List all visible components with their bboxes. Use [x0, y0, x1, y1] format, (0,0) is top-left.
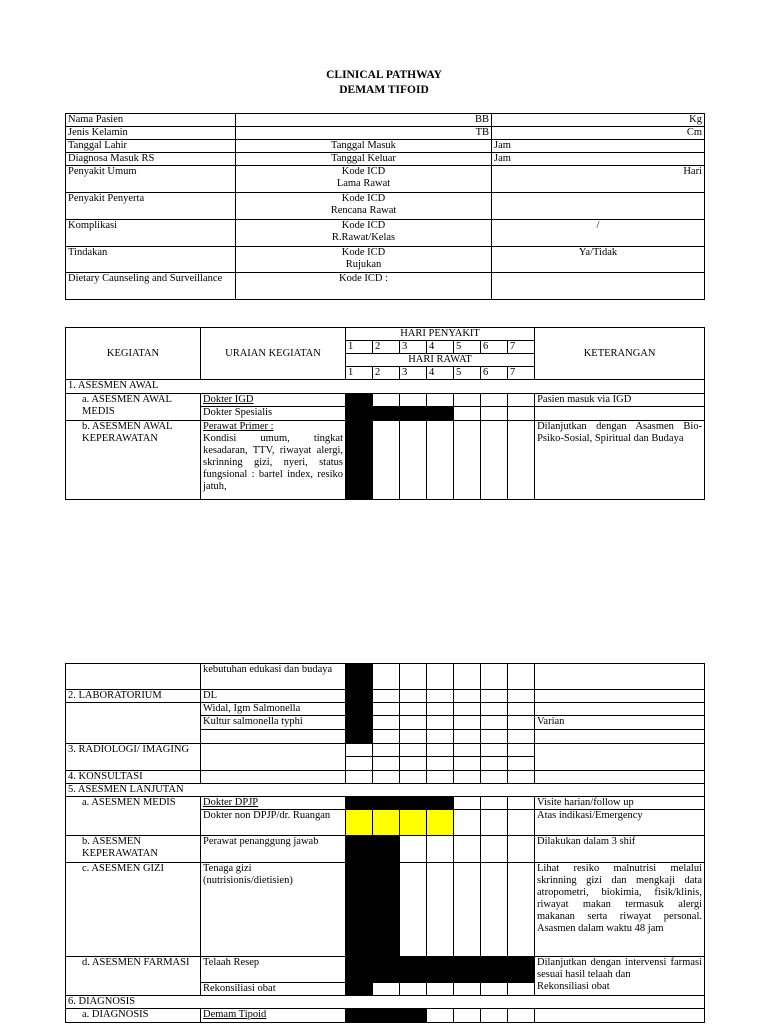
label-perawat-primer: Perawat Primer :	[203, 421, 274, 432]
day-cell-highlight	[427, 810, 454, 836]
note-visite: Visite harian/follow up	[535, 797, 705, 810]
day-cell-filled	[373, 863, 400, 957]
activity-asesmen-medis: a. ASESMEN MEDIS	[66, 797, 201, 836]
day-cell-filled	[373, 407, 400, 421]
text-rekons-ket: Rekonsiliasi obat	[537, 981, 610, 992]
label-penyakit-umum: Penyakit Umum	[66, 166, 236, 193]
day-cell-filled	[346, 716, 373, 730]
empty-cell	[492, 193, 705, 220]
day-cell-highlight	[400, 810, 427, 836]
day-cell-filled	[373, 957, 400, 983]
activity-asesmen-keperawatan: b. ASESMEN KEPERAWATAN	[66, 836, 201, 863]
cell-icd-rujukan	[236, 247, 492, 273]
day-cell-filled	[346, 407, 373, 421]
day-1: 1	[346, 367, 373, 380]
label-slash: /	[492, 220, 705, 247]
label-tb: TB	[236, 127, 492, 140]
header-kegiatan: KEGIATAN	[66, 328, 201, 380]
patient-info-table	[65, 113, 705, 300]
label-jam-masuk: Jam	[492, 140, 705, 153]
cell-icd-kelas	[236, 220, 492, 247]
day-6: 6	[481, 367, 508, 380]
day-cell-filled	[427, 797, 454, 810]
label-tanggal-lahir: Tanggal Lahir	[66, 140, 236, 153]
header-keterangan: KETERANGAN	[535, 328, 705, 380]
section-konsultasi: 4. KONSULTASI	[66, 771, 201, 784]
note-farmasi	[535, 957, 705, 996]
detail-kebutuhan-edukasi: kebutuhan edukasi dan budaya	[201, 664, 346, 690]
day-3: 3	[400, 341, 427, 354]
note-shif: Dilakukan dalam 3 shif	[535, 836, 705, 863]
section-laboratorium: 2. LABORATORIUM	[66, 690, 201, 703]
label-diagnosa-masuk: Diagnosa Masuk RS	[66, 153, 236, 166]
day-cell-filled	[346, 730, 373, 744]
detail-rekonsiliasi: Rekonsiliasi obat	[201, 983, 346, 996]
detail-widal: Widal, Igm Salmonella	[201, 703, 346, 716]
label-rujukan: Rujukan	[345, 259, 382, 270]
text-telaah-ket: Dilanjutkan dengan intervensi farmasi sesuai hasil telaah dan	[537, 957, 702, 980]
day-cell-highlight	[346, 810, 373, 836]
label-kode-icd: Kode ICD	[341, 247, 386, 258]
day-4: 4	[427, 341, 454, 354]
section-asesmen-awal: 1. ASESMEN AWAL	[66, 380, 705, 394]
day-cell-filled	[346, 957, 373, 983]
activity-asesmen-awal-keperawatan: b. ASESMEN AWAL KEPERAWATAN	[66, 421, 201, 500]
label-tindakan: Tindakan	[66, 247, 236, 273]
day-2: 2	[373, 341, 400, 354]
label-cm: Cm	[492, 127, 705, 140]
activity-asesmen-gizi: c. ASESMEN GIZI	[66, 863, 201, 957]
day-cell-filled	[427, 957, 454, 983]
day-cell-filled	[454, 957, 481, 983]
label-kode-icd: Kode ICD	[341, 220, 386, 231]
day-cell-filled	[373, 836, 400, 863]
section-asesmen-lanjutan: 5. ASESMEN LANJUTAN	[66, 784, 705, 797]
label-tanggal-keluar: Tanggal Keluar	[236, 153, 492, 166]
activity-diagnosis: a. DIAGNOSIS	[66, 1009, 201, 1023]
label-kode-icd: Kode ICD	[341, 166, 386, 177]
day-cell-filled	[400, 957, 427, 983]
day-5: 5	[454, 341, 481, 354]
day-cell-filled	[508, 957, 535, 983]
document-title: CLINICAL PATHWAY	[326, 69, 442, 81]
document-subtitle: DEMAM TIFOID	[339, 84, 429, 96]
day-cell-filled	[427, 407, 454, 421]
day-cell-filled	[400, 1009, 427, 1023]
day-cell-filled	[346, 664, 373, 690]
label-lama-rawat: Lama Rawat	[336, 178, 391, 189]
detail-tenaga-gizi: Tenaga gizi (nutrisionis/dietisien)	[201, 863, 346, 957]
day-1: 1	[346, 341, 373, 354]
empty-cell	[492, 273, 705, 300]
label-kode-icd-dietary: Kode ICD :	[236, 273, 492, 300]
label-kode-icd: Kode ICD	[341, 193, 386, 204]
day-cell-filled	[346, 394, 373, 407]
day-cell-filled	[346, 797, 373, 810]
day-cell-highlight	[373, 810, 400, 836]
section-radiologi: 3. RADIOLOGI/ IMAGING	[66, 744, 201, 771]
label-tanggal-masuk: Tanggal Masuk	[236, 140, 492, 153]
day-3: 3	[400, 367, 427, 380]
note-varian: Varian	[535, 716, 705, 730]
day-cell-filled	[400, 797, 427, 810]
note-bio-psiko: Dilanjutkan dengan Asasmen Bio-Psiko-Sosial, Spiritual dan Budaya	[535, 421, 705, 500]
detail-dokter-igd: Dokter IGD	[201, 394, 346, 407]
pathway-table-page2	[65, 663, 705, 1023]
pathway-table-page1	[65, 327, 705, 500]
activity-asesmen-farmasi: d. ASESMEN FARMASI	[66, 957, 201, 996]
detail-dokter-spesialis: Dokter Spesialis	[201, 407, 346, 421]
label-dietary: Dietary Caunseling and Surveillance	[66, 273, 236, 300]
note-gizi: Lihat resiko malnutrisi melalui skrinning gizi dan mengkaji data atropometri, biokimia, fisik/klinis, riwayat makan termasuk alergi makanan serta riwayat personal. Asasmen dalam waktu 48 jam	[535, 863, 705, 957]
activity-asesmen-awal-medis: a. ASESMEN AWAL MEDIS	[66, 394, 201, 421]
day-cell-filled	[373, 1009, 400, 1023]
day-4: 4	[427, 367, 454, 380]
label-nama: Nama Pasien	[66, 114, 236, 127]
text-kondisi: Kondisi umum, tingkat kesadaran, TTV, riwayat alergi, skrinning gizi, nyeri, status fungsional : bartel index, resiko jatuh,	[203, 433, 343, 492]
detail-dokter-dpjp: Dokter DPJP	[201, 797, 346, 810]
label-ruang-kelas: R.Rawat/Kelas	[331, 232, 396, 243]
label-ya-tidak: Ya/Tidak	[492, 247, 705, 273]
label-bb: BB	[236, 114, 492, 127]
label-kg: Kg	[492, 114, 705, 127]
day-5: 5	[454, 367, 481, 380]
day-6: 6	[481, 341, 508, 354]
detail-perawat-primer	[201, 421, 346, 500]
day-cell-filled	[346, 983, 373, 996]
day-cell-filled	[346, 1009, 373, 1023]
label-penyakit-penyerta: Penyakit Penyerta	[66, 193, 236, 220]
section-diagnosis: 6. DIAGNOSIS	[66, 996, 705, 1009]
day-cell-filled	[346, 836, 373, 863]
label-hari: Hari	[492, 166, 705, 193]
day-cell-filled	[400, 407, 427, 421]
label-jenis-kelamin: Jenis Kelamin	[66, 127, 236, 140]
note-pasien-igd: Pasien masuk via IGD	[535, 394, 705, 407]
day-cell-filled	[346, 690, 373, 703]
detail-kultur: Kultur salmonella typhi	[201, 716, 346, 730]
detail-dokter-non-dpjp: Dokter non DPJP/dr. Ruangan	[201, 810, 346, 836]
detail-telaah-resep: Telaah Resep	[201, 957, 346, 983]
day-cell-filled	[346, 421, 373, 500]
label-rencana-rawat: Rencana Rawat	[330, 205, 397, 216]
day-7: 7	[508, 367, 535, 380]
detail-perawat-penanggung: Perawat penanggung jawab	[201, 836, 346, 863]
note-atas-indikasi: Atas indikasi/Emergency	[535, 810, 705, 836]
day-cell-filled	[481, 957, 508, 983]
header-hari-rawat: HARI RAWAT	[346, 354, 535, 367]
detail-demam-tipoid: Demam Tipoid	[201, 1009, 346, 1023]
day-7: 7	[508, 341, 535, 354]
day-cell-filled	[346, 863, 373, 957]
day-2: 2	[373, 367, 400, 380]
header-hari-penyakit: HARI PENYAKIT	[346, 328, 535, 341]
cell-icd-lama	[236, 166, 492, 193]
label-jam-keluar: Jam	[492, 153, 705, 166]
cell-icd-rencana	[236, 193, 492, 220]
detail-dl: DL	[201, 690, 346, 703]
label-komplikasi: Komplikasi	[66, 220, 236, 247]
header-uraian: URAIAN KEGIATAN	[201, 328, 346, 380]
day-cell-filled	[373, 797, 400, 810]
day-cell-filled	[346, 703, 373, 716]
